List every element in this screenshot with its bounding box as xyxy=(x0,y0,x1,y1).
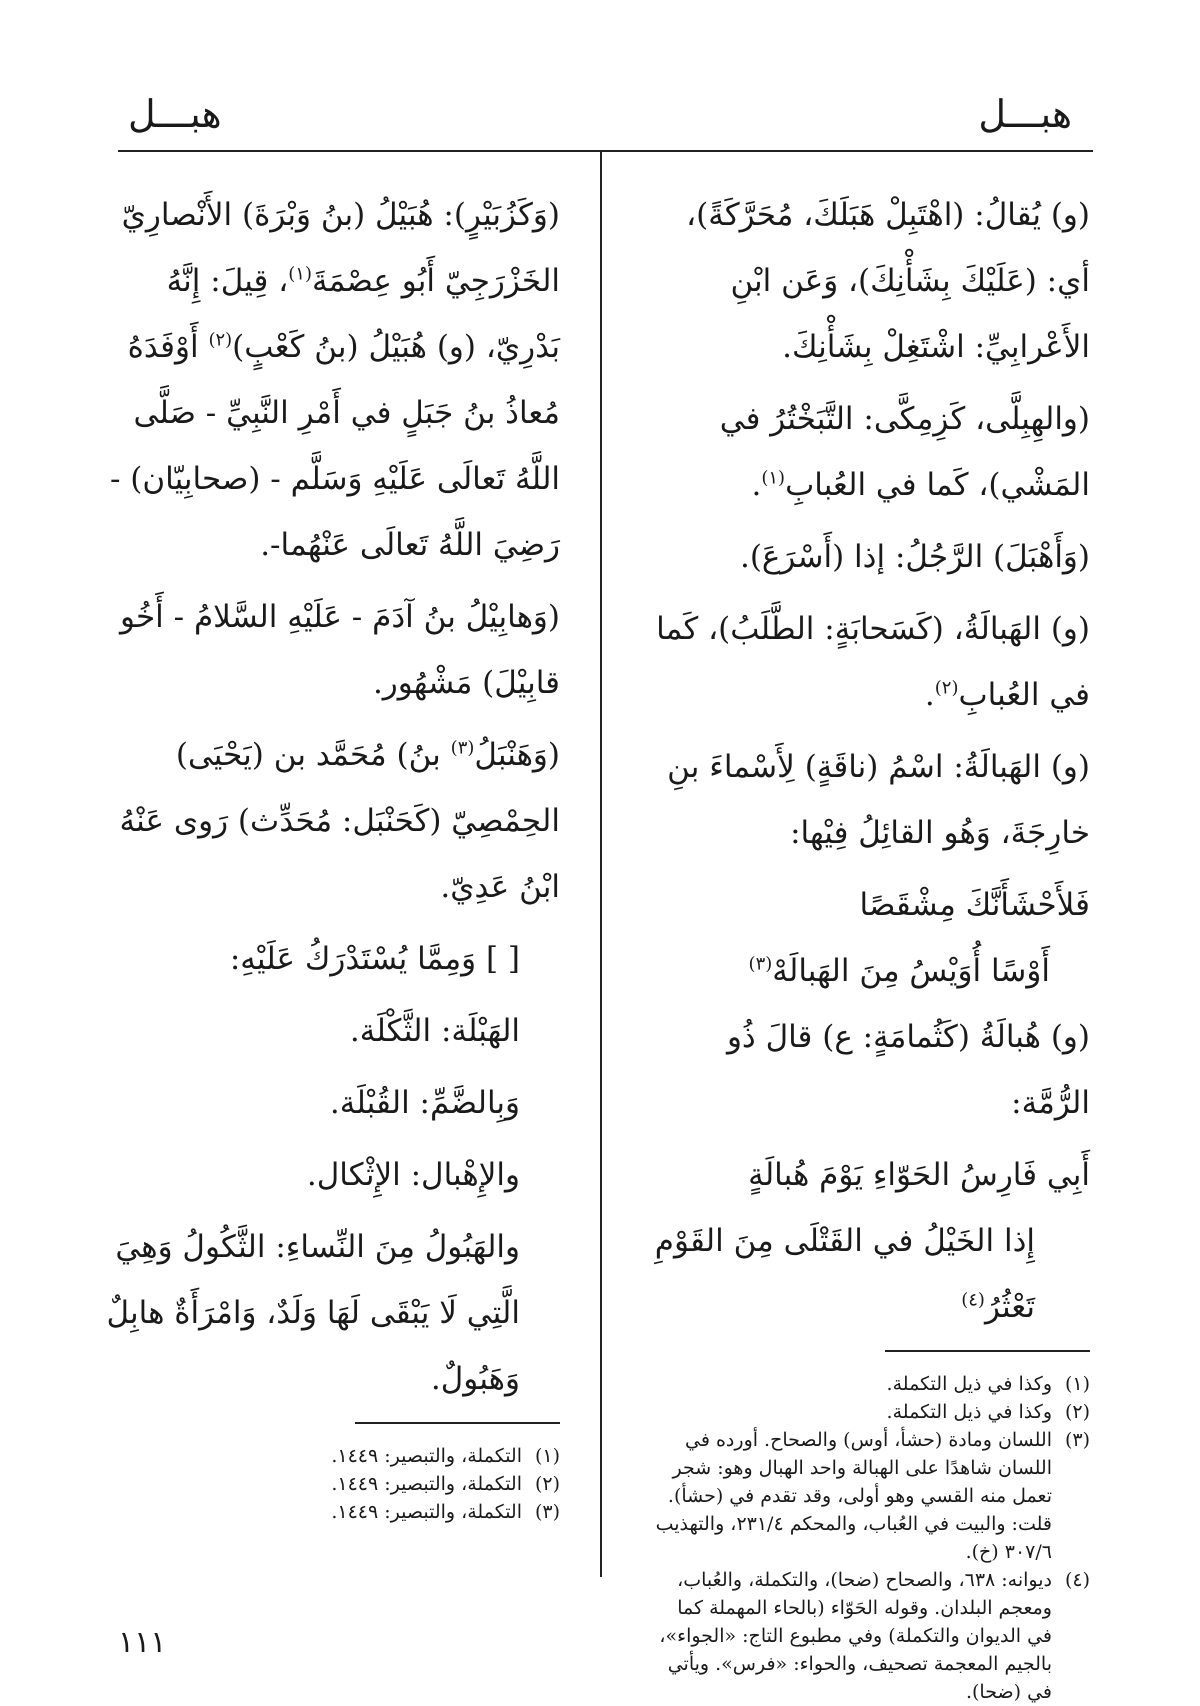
verse-line xyxy=(650,1208,1090,1340)
entry-paragraph: وَبِالضَّمِّ: القُبْلَة. xyxy=(329,1085,520,1121)
footnote-text: التكملة، والتبصير: ١٤٤٩. xyxy=(331,1501,522,1523)
verse-line: فَلأَحْشَأَنَّكَ مِشْقَصًا xyxy=(859,887,1090,923)
verse-text: إِذا الخَيْلُ في القَتْلَى مِنَ القَوْمِ تَعْثُرُ xyxy=(654,1223,1035,1325)
footnote xyxy=(100,1498,560,1526)
column-divider xyxy=(600,152,602,1577)
entry-paragraph: (و) الهَبالَةُ: اسْمُ (ناقَةٍ) لِأَسْماءَ بنِ خارِجَةَ، وَهُو القائِلُ فِيْها: xyxy=(667,749,1090,851)
right-column xyxy=(650,182,1090,1706)
running-header-right: هبـــل xyxy=(978,92,1072,136)
footnote-marker: (١) xyxy=(761,467,786,489)
footnote-number: (٢) xyxy=(1064,1401,1090,1423)
entry-text: ، قِيلَ: إِنَّهُ بَدْرِيّ، (و) هُبَيْلُ (بنُ كَعْبٍ) xyxy=(166,263,560,365)
verse-line: أَبِي فَارِسُ الحَوّاءِ يَوْمَ هُبالَةٍ xyxy=(748,1157,1090,1193)
footnote xyxy=(650,1566,1090,1706)
entry-paragraph: (وَأَهْبَلَ) الرَّجُلُ: إذا (أَسْرَعَ). xyxy=(739,539,1090,575)
footnote-rule xyxy=(355,1422,560,1424)
footnote xyxy=(650,1398,1090,1426)
footnote-number: (٣) xyxy=(534,1501,560,1523)
entry-text: (و) الهَبالَةُ، (كَسَحابَةٍ: الطَّلَبُ)، كَما في العُبابِ xyxy=(656,611,1090,713)
verse-text: أَوْسًا أُوَيْسُ مِنَ الهَبالَهْ xyxy=(772,953,1050,989)
entry-paragraph: الهَبْلَة: الثَّكْلَة. xyxy=(349,1013,520,1049)
entry-text: (والهِبِلَّى، كَزِمِكَّى: التَّبَخْتُرُ في المَشْي)، كَما في العُبابِ xyxy=(719,401,1090,503)
footnote-marker: (٣) xyxy=(748,953,773,975)
footnote-marker: (١) xyxy=(288,263,312,285)
left-column xyxy=(100,182,560,1526)
verse-line xyxy=(650,938,1090,1004)
footnote-number: (٣) xyxy=(1064,1429,1090,1451)
footnote-marker: (٤) xyxy=(961,1289,985,1311)
footnote xyxy=(100,1442,560,1470)
footnote-text: اللسان ومادة (حشأ، أوس) والصحاح. أورده في اللسان شاهدًا على الهبالة واحد الهبال وهو: شجر تعمل منه القسي وهو أولى، وقد تقدم في (حشأ). قلت: والبيت في العُباب، والمحكم ٢٣١/٤، والتهذيب ٣٠٧/٦ (خ). xyxy=(655,1429,1052,1563)
running-header-left: هبـــل xyxy=(128,92,222,136)
entry-paragraph: (و) الهَبالَةُ، (كَسَحابَةٍ: الطَّلَبُ)، كَما في العُبابِ$^{(٢)}$. xyxy=(656,611,1090,713)
footnote-text: التكملة، والتبصير: ١٤٤٩. xyxy=(331,1445,522,1467)
footnote-text: التكملة، والتبصير: ١٤٤٩. xyxy=(331,1473,522,1495)
footnote xyxy=(650,1426,1090,1566)
page-number: ١١١ xyxy=(118,1625,167,1660)
entry-paragraph: [ ] وَمِمَّا يُسْتَدْرَكُ عَلَيْهِ: xyxy=(229,941,520,977)
entry-paragraph: (وَهابِيْلُ بنُ آدَمَ - عَلَيْهِ السَّلامُ - أَخُو قابِيْلَ) مَشْهُور. xyxy=(119,599,560,701)
footnote-text: وكذا في ذيل التكملة. xyxy=(886,1401,1052,1423)
footnote-marker: (٢) xyxy=(934,677,959,699)
header-rule xyxy=(118,150,1093,152)
entry-paragraph: (و) هُبالَةُ (كَثُمامَةٍ: ع) قالَ ذُو الرُّمَّة: xyxy=(726,1019,1090,1121)
footnote-text: وكذا في ذيل التكملة. xyxy=(886,1373,1052,1395)
footnote-number: (٢) xyxy=(534,1473,560,1495)
footnote-number: (١) xyxy=(534,1445,560,1467)
entry-paragraph: (والهِبِلَّى، كَزِمِكَّى: التَّبَخْتُرُ في المَشْي)، كَما في العُبابِ$^{(١)}$. xyxy=(719,401,1090,503)
entry-text: أَوْفَدَهُ مُعاذُ بنُ جَبَلٍ في أَمْرِ النَّبِيِّ - صَلَّى اللَّهُ تَعالَى عَلَيْهِ وَسَلَّم - (صحابِيّان) - رَضِيَ اللَّهُ تَعالَى عَنْهُما-. xyxy=(109,329,560,563)
entry-text: (وَهَنْبَلُ xyxy=(474,737,560,773)
entry-paragraph: (و) يُقالُ: (اهْتَبِلْ هَبَلَكَ، مُحَرَّكَةً)، أي: (عَلَيْكَ بِشَأْنِكَ)، وَعَن ابْنِ الأَعْرابِيِّ: اشْتَغِلْ بِشَأْنِكَ. xyxy=(686,197,1090,365)
footnote xyxy=(100,1470,560,1498)
footnote-number: (٤) xyxy=(1064,1569,1090,1591)
footnote xyxy=(650,1370,1090,1398)
entry-text: (وَكَزُبَيْرٍ): هُبَيْلُ (بنُ وَبْرَةَ) الأَنْصارِيّ الخَزْرَجِيّ أَبُو عِصْمَةَ xyxy=(121,197,560,299)
footnote-number: (١) xyxy=(1064,1373,1090,1395)
footnote-marker: (٢) xyxy=(208,329,233,351)
entry-paragraph xyxy=(100,722,560,920)
footnote-marker: (٣) xyxy=(450,737,475,759)
footnote-text: ديوانه: ٦٣٨، والصحاح (ضحا)، والتكملة، والعُباب، ومعجم البلدان. وقوله الحَوّاء (بالحاء المهملة كما في الديوان والتكملة) وفي مطبوع التاج: «الجواء»، بالجيم المعجمة تصحيف، والحواء: «فرس». ويأتي في (ضحا). xyxy=(659,1569,1052,1703)
footnote-rule xyxy=(885,1350,1090,1352)
entry-text: بنُ) مُحَمَّد بن (يَحْيَى) الحِمْصِيّ (كَحَنْبَل: مُحَدِّث) رَوى عَنْهُ ابْنُ عَدِيّ. xyxy=(119,737,560,905)
entry-paragraph: والإِهْبال: الإِثْكال. xyxy=(306,1157,520,1193)
entry-paragraph: والهَبُولُ مِنَ النِّساءِ: الثَّكُولُ وَهِيَ الَّتِي لَا يَبْقَى لَهَا وَلَدٌ، وَامْرَأَةٌ هابِلٌ وَهَبُولٌ. xyxy=(106,1229,520,1397)
entry-paragraph xyxy=(100,182,560,578)
